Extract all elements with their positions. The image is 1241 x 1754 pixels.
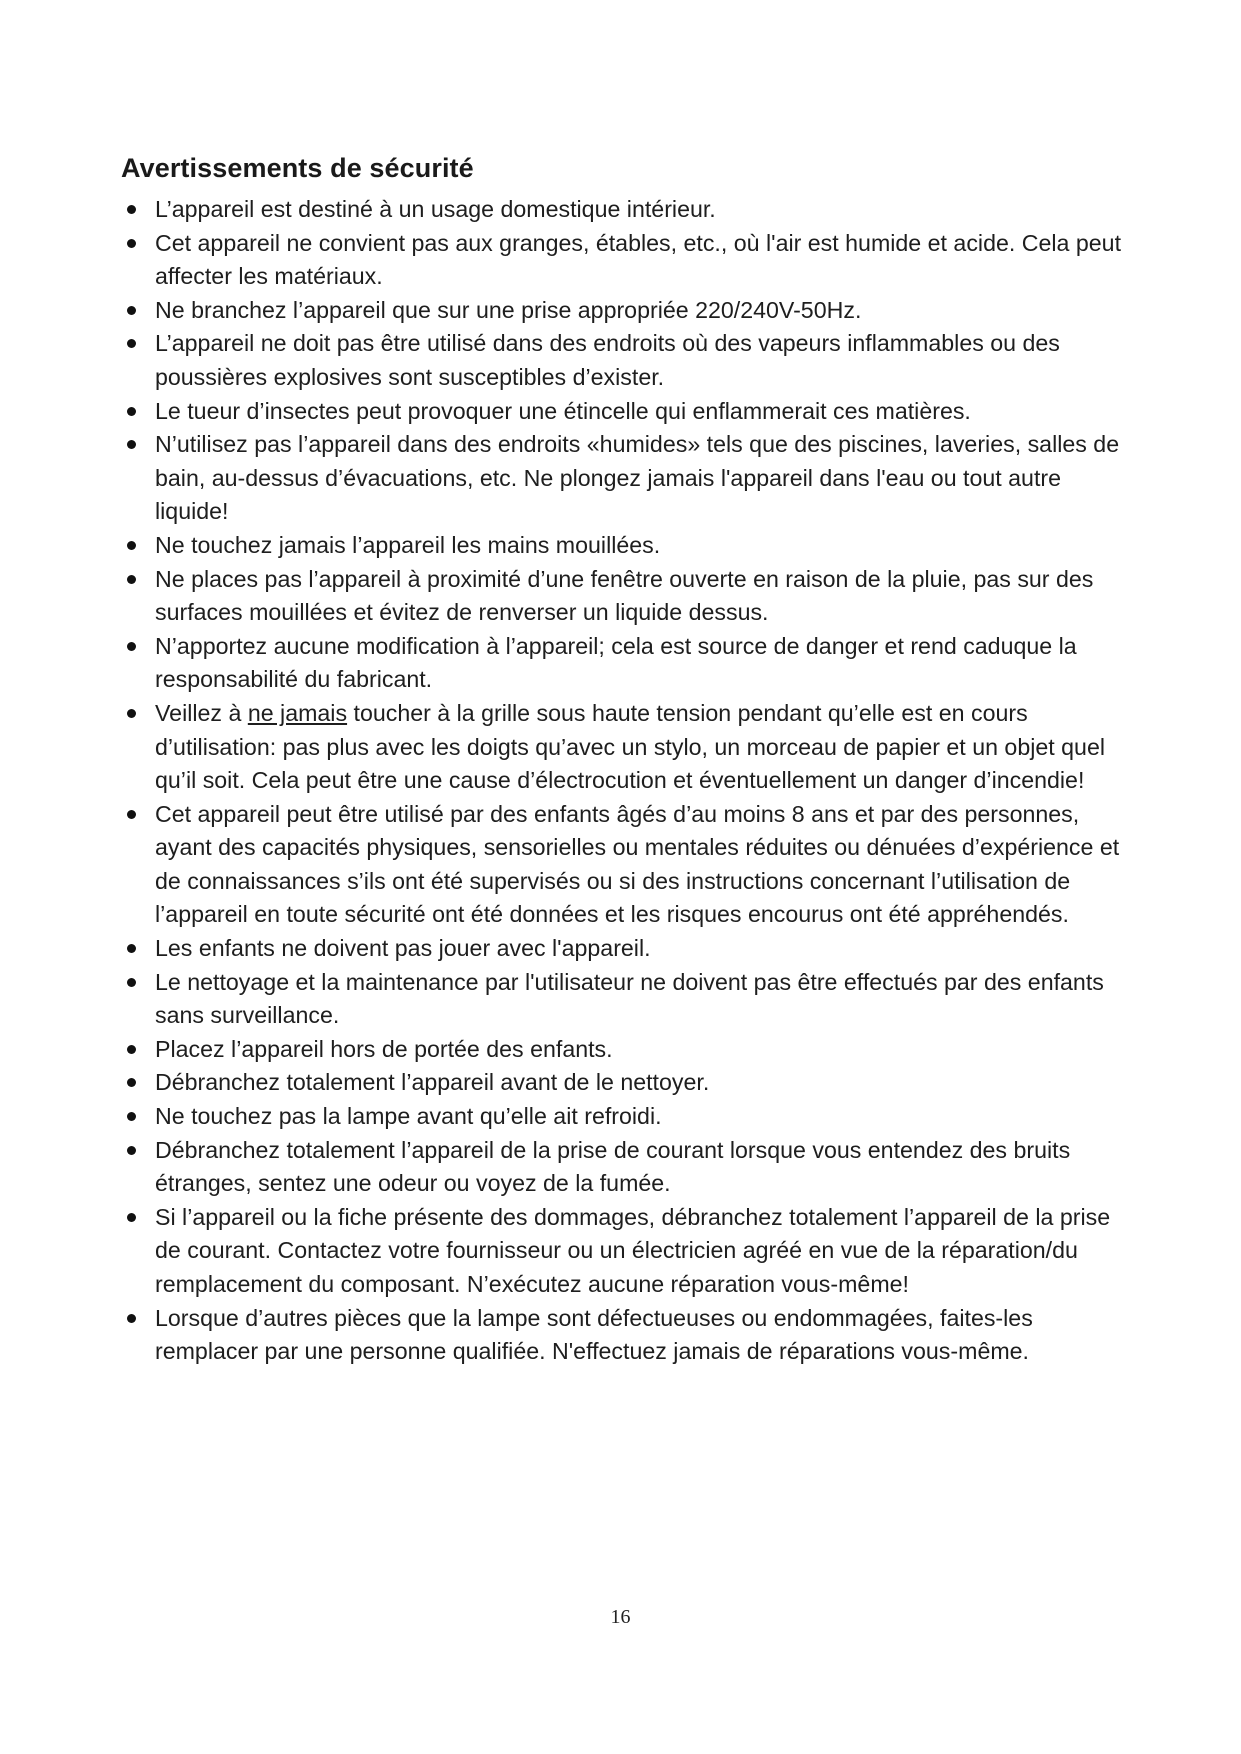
warning-text: L’appareil est destiné à un usage domestique intérieur.: [155, 196, 716, 222]
warning-text: Les enfants ne doivent pas jouer avec l'appareil.: [155, 935, 651, 962]
warning-item: [121, 966, 1131, 1033]
warning-text: Lorsque d’autres pièces que la lampe sont défectueuses ou endommagées, faites-les remplacer par une personne qualifiée. N'effectuez jamais de réparations vous-même.: [155, 1304, 1033, 1365]
warning-item: [121, 529, 1131, 563]
bullet-icon: [127, 575, 136, 584]
warning-text: Ne branchez l’appareil que sur une prise appropriée 220/240V-50Hz.: [155, 296, 862, 323]
warning-item: [121, 1100, 1131, 1134]
warning-text: Le nettoyage et la maintenance par l'utilisateur ne doivent pas être effectués par des enfants sans surveillance.: [155, 968, 1104, 1029]
warning-text: Placez l’appareil hors de portée des enfants.: [155, 1035, 613, 1062]
bullet-icon: [127, 944, 136, 953]
bullet-icon: [127, 541, 136, 550]
bullet-icon: [127, 810, 136, 819]
warning-text: Ne places pas l’appareil à proximité d’une fenêtre ouverte en raison de la pluie, pas sur des surfaces mouillées et évitez de renverser un liquide dessus.: [155, 565, 1094, 626]
warning-text: Veillez à: [155, 699, 248, 726]
warning-item: [121, 630, 1131, 697]
bullet-icon: [127, 1045, 136, 1054]
warning-item: [121, 563, 1131, 630]
warning-text: N’utilisez pas l’appareil dans des endroits «humides» tels que des piscines, laveries, salles de bain, au-dessus d’évacuations, etc. Ne plongez jamais l'appareil dans l'eau ou tout autre liquide!: [155, 431, 1120, 525]
warning-text: Cet appareil peut être utilisé par des enfants âgés d’au moins 8 ans et par des personnes, ayant des capacités physiques, sensorielles ou mentales réduites ou dénuées d’expérience et de connaissances s’ils ont été supervisés ou si des instructions concernant l’utilisation de l’appareil en toute sécurité ont été données et les risques encourus ont été appréhendés.: [155, 800, 1120, 928]
emphasis-text: ne jamais: [247, 699, 348, 726]
warning-text: N’apportez aucune modification à l’appareil; cela est source de danger et rend caduque la responsabilité du fabricant.: [155, 632, 1077, 693]
page-number: 16: [610, 1606, 631, 1628]
warning-text: Ne touchez jamais l’appareil les mains mouillées.: [155, 531, 661, 558]
bullet-icon: [127, 642, 136, 651]
warning-item: [121, 1302, 1131, 1369]
bullet-icon: [127, 978, 136, 987]
warning-item: [121, 193, 1131, 227]
bullet-icon: [127, 1146, 136, 1155]
warning-item: [121, 1201, 1131, 1302]
warning-item: [121, 395, 1131, 429]
bullet-icon: [127, 1078, 136, 1087]
warning-item: [121, 1134, 1131, 1201]
safety-warnings-list: [121, 193, 1131, 1369]
bullet-icon: [127, 1112, 136, 1121]
warning-item: [121, 1066, 1131, 1100]
warning-item: [121, 932, 1131, 966]
bullet-icon: [127, 239, 136, 248]
warning-text: toucher à la grille sous haute tension pendant qu’elle est en cours d’utilisation: pas plus avec les doigts qu’avec un stylo, un morceau de papier et un objet quel qu’il soit. Cela peut être une cause d’électrocution et éventuellement un danger d’incendie!: [155, 699, 1105, 794]
warning-item: [121, 697, 1131, 798]
warning-item: [121, 327, 1131, 394]
bullet-icon: [127, 407, 136, 416]
warning-item: [121, 428, 1131, 529]
section-title: Avertissements de sécurité: [121, 153, 474, 183]
warning-text: Cet appareil ne convient pas aux granges, étables, etc., où l'air est humide et acide. Cela peut affecter les matériaux.: [155, 229, 1122, 290]
warning-text: Si l’appareil ou la fiche présente des dommages, débranchez totalement l’appareil de la prise de courant. Contactez votre fournisseur ou un électricien agréé en vue de la réparation/du remplacement du composant. N’exécutez aucune réparation vous-même!: [155, 1203, 1111, 1297]
warning-text: L’appareil ne doit pas être utilisé dans des endroits où des vapeurs inflammables ou des poussières explosives sont susceptibles d’exister.: [155, 330, 1060, 390]
bullet-icon: [127, 1314, 136, 1323]
bullet-icon: [127, 339, 136, 348]
warning-text: Débranchez totalement l’appareil de la prise de courant lorsque vous entendez des bruits étranges, sentez une odeur ou voyez de la fumée.: [155, 1136, 1071, 1197]
warning-item: [121, 227, 1131, 294]
warning-text: Débranchez totalement l’appareil avant de le nettoyer.: [155, 1069, 710, 1096]
bullet-icon: [127, 440, 136, 449]
warning-item: [121, 294, 1131, 328]
warning-text: Ne touchez pas la lampe avant qu’elle ait refroidi.: [155, 1103, 662, 1130]
warning-item: [121, 798, 1131, 932]
bullet-icon: [127, 306, 136, 315]
bullet-icon: [127, 709, 136, 718]
warning-text: Le tueur d’insectes peut provoquer une étincelle qui enflammerait ces matières.: [155, 397, 971, 424]
bullet-icon: [127, 205, 136, 214]
warning-item: [121, 1033, 1131, 1067]
bullet-icon: [127, 1213, 136, 1222]
